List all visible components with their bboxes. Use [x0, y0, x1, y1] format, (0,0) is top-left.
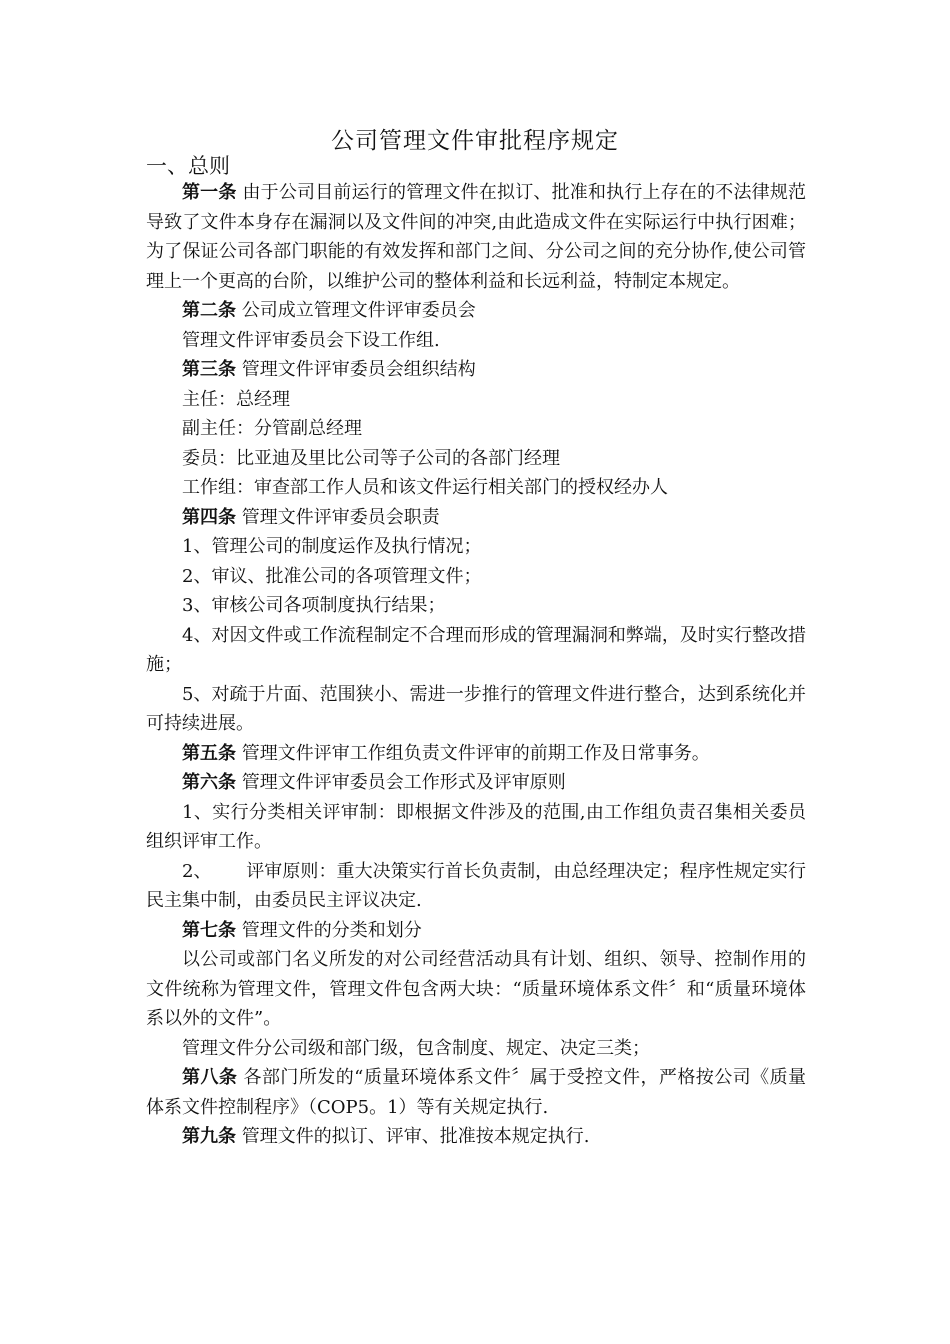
article-label: 第五条	[182, 742, 236, 764]
paragraph-text: 2、 评审原则：重大决策实行首长负责制，由总经理决定；程序性规定实行民主集中制，由委员民主评议决定.	[146, 860, 806, 911]
paragraph-text: 2、审议、批准公司的各项管理文件；	[182, 565, 482, 587]
section-heading: 一、总则	[146, 154, 230, 178]
article-label: 第四条	[182, 506, 236, 528]
paragraph-text: 由于公司目前运行的管理文件在拟订、批准和执行上存在的不法律规范导致了文件本身存在漏洞以及文件间的冲突,由此造成文件在实际运行中执行困难；为了保证公司各部门职能的有效发挥和部门之间、分公司之间的充分协作,使公司管理上一个更高的台阶，以维护公司的整体利益和长远利益，特制定本规定。	[146, 182, 807, 292]
paragraph-article-9	[146, 1122, 806, 1152]
paragraph	[146, 680, 806, 739]
paragraph-text: 委员：比亚迪及里比公司等子公司的各部门经理	[182, 447, 560, 469]
document-title: 公司管理文件审批程序规定	[331, 128, 619, 154]
paragraph	[146, 385, 806, 415]
paragraph-text: 副主任：分管副总经理	[182, 418, 362, 439]
paragraph	[146, 473, 806, 503]
paragraph-text: 管理文件评审委员会组织结构	[236, 359, 476, 380]
paragraph-text: 以公司或部门名义所发的对公司经营活动具有计划、组织、领导、控制作用的文件统称为管理文件，管理文件包含两大块：“质量环境体系文件〞和“质量环境体系以外的文件”。	[146, 949, 806, 1029]
article-label: 第九条	[182, 1126, 236, 1147]
paragraph	[146, 591, 806, 621]
paragraph-text: 1、实行分类相关评审制：即根据文件涉及的范围,由工作组负责召集相关委员组织评审工作。	[146, 801, 806, 852]
paragraph	[146, 945, 806, 1034]
paragraph	[146, 414, 806, 444]
paragraph-text: 管理文件分公司级和部门级，包含制度、规定、决定三类；	[182, 1037, 650, 1059]
paragraph-text: 管理文件评审委员会工作形式及评审原则	[236, 772, 566, 793]
paragraph	[146, 444, 806, 474]
paragraph-text: 管理文件的拟订、评审、批准按本规定执行.	[236, 1126, 590, 1147]
paragraph-text: 4、对因文件或工作流程制定不合理而形成的管理漏洞和弊端，及时实行整改措施；	[146, 624, 806, 675]
paragraph-text: 主任：总经理	[182, 388, 290, 410]
paragraph-article-2	[146, 296, 806, 326]
paragraph-text: 工作组：审查部工作人员和该文件运行相关部门的授权经办人	[182, 477, 668, 498]
paragraph-text: 管理文件评审委员会职责	[236, 506, 440, 528]
article-label: 第二条	[182, 300, 236, 321]
article-label: 第七条	[182, 919, 236, 941]
paragraph-article-5	[146, 739, 806, 769]
paragraph-text: 3、审核公司各项制度执行结果；	[182, 595, 446, 616]
paragraph-article-4	[146, 503, 806, 533]
paragraph-text: 公司成立管理文件评审委员会	[236, 300, 476, 321]
paragraph-text: 管理文件评审委员会下设工作组.	[182, 329, 440, 351]
paragraph-article-3	[146, 355, 806, 385]
paragraph-text: 各部门所发的“质量环境体系文件〞属于受控文件，严格按公司《质量体系文件控制程序》（COP5。1）等有关规定执行.	[146, 1067, 807, 1118]
paragraph	[146, 1034, 806, 1064]
paragraph-article-1	[146, 178, 806, 296]
article-label: 第三条	[182, 359, 236, 380]
paragraph-article-8	[146, 1063, 806, 1122]
paragraph	[146, 798, 806, 857]
paragraph-text: 管理文件评审工作组负责文件评审的前期工作及日常事务。	[236, 742, 710, 764]
paragraph	[146, 621, 806, 680]
article-label: 第六条	[182, 772, 236, 793]
paragraph-text: 管理文件的分类和划分	[236, 919, 422, 941]
paragraph-article-6	[146, 768, 806, 798]
paragraph-text: 5、对疏于片面、范围狭小、需进一步推行的管理文件进行整合，达到系统化并可持续进展。	[146, 683, 806, 734]
paragraph-text: 1、管理公司的制度运作及执行情况；	[182, 536, 482, 557]
paragraph	[146, 857, 806, 916]
paragraph	[146, 532, 806, 562]
article-label: 第八条	[182, 1067, 238, 1088]
article-label: 第一条	[182, 182, 237, 203]
document-body	[146, 178, 806, 1152]
paragraph	[146, 562, 806, 592]
paragraph	[146, 326, 806, 356]
paragraph-article-7	[146, 916, 806, 946]
